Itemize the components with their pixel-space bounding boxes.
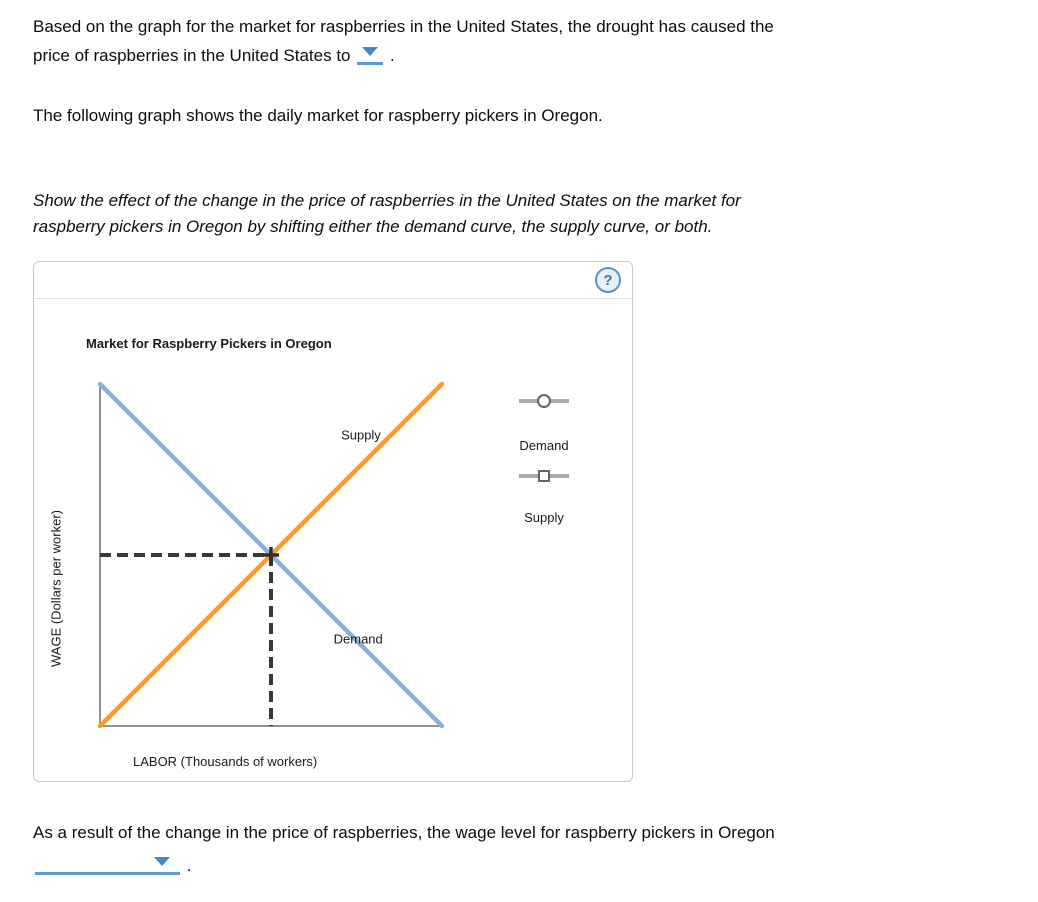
closing-suffix: . <box>186 856 192 875</box>
y-axis-label: WAGE (Dollars per worker) <box>48 510 64 667</box>
x-axis-label: LABOR (Thousands of workers) <box>133 754 318 769</box>
supply-curve-label: Supply <box>341 427 381 443</box>
graph-panel-header <box>34 262 632 299</box>
intro-line2: price of raspberries in the United States to <box>33 46 351 65</box>
closing-line: As a result of the change in the price of raspberries, the wage level for raspberry pickers in Oregon <box>33 823 775 842</box>
demand-tool-line[interactable] <box>519 399 569 403</box>
demand-tool[interactable] <box>512 399 576 403</box>
supply-square-handle-icon[interactable] <box>538 470 550 482</box>
dropdown-arrow-icon <box>154 857 170 866</box>
dropdown-arrow-icon <box>362 47 378 56</box>
help-button[interactable] <box>595 267 621 293</box>
closing-paragraph <box>33 820 775 879</box>
legend-label-demand: Demand <box>519 438 569 453</box>
graph-title: Market for Raspberry Pickers in Oregon <box>86 336 332 351</box>
wage-change-dropdown[interactable] <box>35 846 180 875</box>
instruction-line1: Show the effect of the change in the price of raspberries in the United States on the market for <box>33 191 741 210</box>
graph-area <box>34 299 632 782</box>
market-plot-svg <box>94 378 448 732</box>
supply-tool-line[interactable] <box>519 474 569 478</box>
demand-circle-handle-icon[interactable] <box>537 394 551 408</box>
intro-line1: Based on the graph for the market for raspberries in the United States, the drought has caused the <box>33 17 774 36</box>
question-mark-icon: ? <box>603 271 613 289</box>
legend-label-supply: Supply <box>524 510 564 525</box>
intro-paragraph <box>33 14 774 69</box>
instruction-line2: raspberry pickers in Oregon by shifting either the demand curve, the supply curve, or both. <box>33 217 713 236</box>
price-change-dropdown[interactable] <box>357 40 383 65</box>
graph-panel <box>33 261 633 782</box>
instruction-paragraph <box>33 188 741 240</box>
demand-curve-label: Demand <box>333 631 383 647</box>
graph-note: The following graph shows the daily market for raspberry pickers in Oregon. <box>33 106 603 125</box>
supply-tool[interactable] <box>512 474 576 478</box>
intro-suffix: . <box>389 46 395 65</box>
